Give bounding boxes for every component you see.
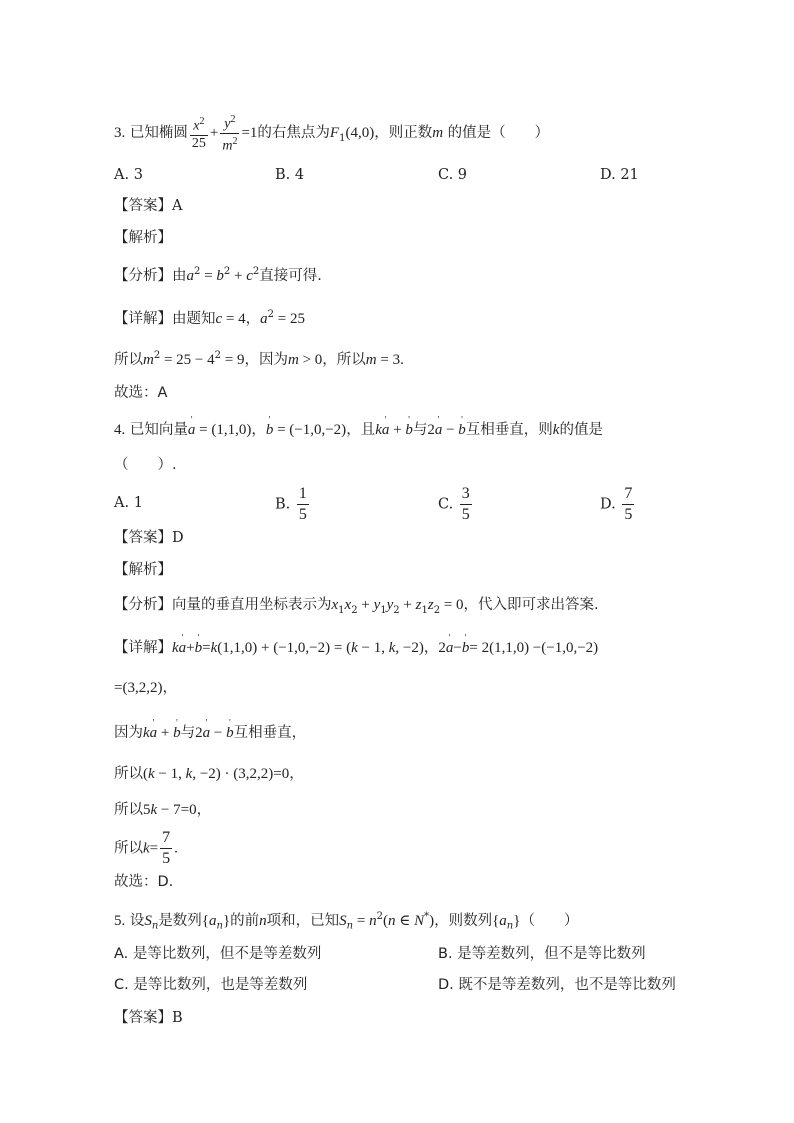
question-3: 3. 已知椭圆 $\frac{x^2}{25}$ + $\frac{y^2}{m^2}$ =1的右焦点为$F_1(4,0)$，则正数m 的值是（ ）	[114, 114, 550, 154]
q3-option-c: C. 9	[438, 167, 468, 183]
q4-option-d: D. $\frac{7}{5}$	[600, 485, 633, 523]
q3-option-d: D. 21	[600, 167, 639, 183]
q5-option-b: B. 是等差数列，但不是等比数列	[438, 946, 646, 962]
q3-text-4: 的值是（ ）	[447, 125, 550, 142]
q3-frac-y2-m2: $\frac{y^2}{m^2}$	[222, 114, 238, 154]
q5-answer-value: B	[172, 1010, 183, 1026]
q4-yinwei-line: 因为k' a + ' b与2' a − ' b互相垂直，	[114, 723, 306, 743]
q3-answer-value: A	[172, 198, 183, 214]
q5-option-c: C. 是等比数列，也是等差数列	[114, 977, 308, 993]
q5-option-a: A. 是等比数列，但不是等差数列	[114, 946, 322, 962]
q3-fenxi: 【分析】由$a^2 = b^2 + c^2$直接可得.	[114, 266, 322, 284]
q3-option-a: A. 3	[114, 167, 143, 183]
q4-xiangjie: 【详解】k' a+' b=k(1,1,0) + (−1,0,−2) = (k − 1, k, −2)，2' a−' b= 2(1,1,0) −(−1,0,−2)	[114, 638, 598, 658]
q4-fenxi: 【分析】向量的垂直用坐标表示为$x_1x_2 + y_1y_2 + z_1z_2 = 0$，代入即可求出答案.	[114, 597, 599, 616]
q4-k-result-line: 所以k= $\frac{7}{5}$ .	[114, 829, 178, 867]
q4-jiexi-heading: 【解析】	[114, 562, 172, 578]
q3-guxuan: 故选：A	[114, 385, 168, 401]
q4-answer: 【答案】D	[114, 530, 184, 546]
q4-dot-product-line: 所以(k − 1, k, −2) · (3,2,2)=0，	[114, 766, 304, 782]
q3-solution-line: 所以$m^2 = 25 - 4^2 = 9$，因为m > 0，所以m = 3.	[114, 350, 404, 368]
q3-option-b: B. 4	[275, 167, 305, 183]
q5-answer: 【答案】B	[114, 1010, 183, 1026]
q3-text-1: 已知椭圆	[129, 125, 188, 142]
q3-frac-x2-25: $\frac{x^2}{25}$	[191, 116, 206, 151]
q3-answer: 【答案】A	[114, 198, 183, 214]
q3-jiexi-heading: 【解析】	[114, 230, 172, 246]
question-5: 5. 设$S_n$是数列$\{a_n\}$的前n项和，已知$S_n = n^2(n$ ∈ N*)，则数列$\{a_n\}$（ ）	[114, 911, 579, 932]
q3-number: 3.	[114, 125, 126, 142]
q4-paren: （ ）.	[114, 457, 177, 473]
q3-text-2: 的右焦点为	[257, 125, 330, 142]
q4-option-c: C. $\frac{3}{5}$	[438, 485, 470, 523]
q4-option-b: B. $\frac{1}{5}$	[275, 485, 307, 523]
q4-answer-value: D	[172, 530, 184, 546]
q3-xiangjie: 【详解】由题知c = 4，$a^2 = 25$	[114, 309, 305, 327]
q4-option-a: A. 1	[114, 495, 143, 511]
q4-equation-line: 所以5k − 7=0，	[114, 802, 212, 818]
q3-text-3: ，则正数	[374, 125, 433, 142]
q5-option-d: D. 既不是等差数列，也不是等比数列	[438, 977, 676, 993]
q4-xiangjie-cont: =(3,2,2)，	[114, 680, 177, 696]
q4-guxuan: 故选：D.	[114, 874, 174, 890]
question-4: 4. 已知向量' a = (1,1,0)，' b = (−1,0,−2)，且k' a + ' b与2' a − ' b互相垂直，则k的值是	[114, 420, 603, 440]
